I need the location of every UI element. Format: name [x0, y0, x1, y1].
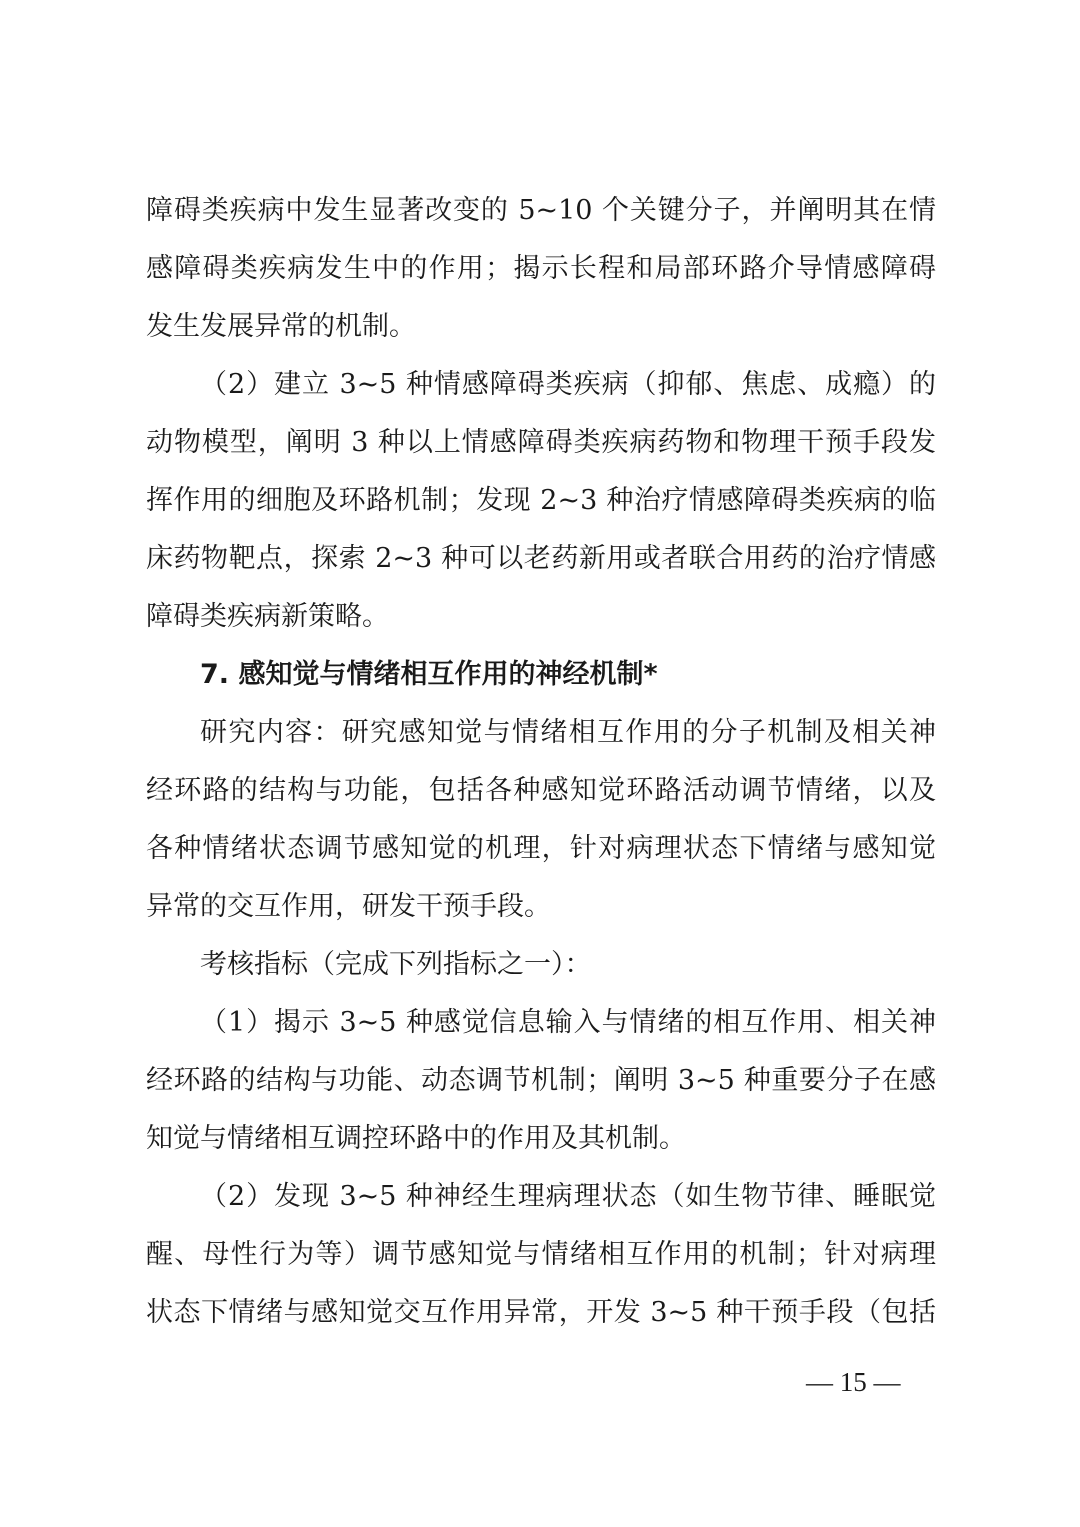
paragraph-line: 醒、母性行为等）调节感知觉与情绪相互作用的机制；针对病理	[146, 1239, 936, 1270]
paragraph-line: （1）揭示 3~5 种感觉信息输入与情绪的相互作用、相关神	[200, 1007, 936, 1038]
page-number: — 15 —	[806, 1367, 901, 1397]
paragraph-line: 知觉与情绪相互调控环路中的作用及其机制。	[146, 1123, 686, 1154]
paragraph-line: 动物模型，阐明 3 种以上情感障碍类疾病药物和物理干预手段发	[146, 427, 936, 458]
paragraph-line: 障碍类疾病新策略。	[146, 601, 389, 632]
paragraph-line: 考核指标（完成下列指标之一）：	[200, 949, 592, 980]
paragraph-line: 经环路的结构与功能、动态调节机制；阐明 3~5 种重要分子在感	[146, 1065, 936, 1096]
section-heading: 7. 感知觉与情绪相互作用的神经机制*	[200, 659, 658, 690]
paragraph-line: 障碍类疾病中发生显著改变的 5~10 个关键分子，并阐明其在情	[146, 195, 936, 226]
paragraph-line: 经环路的结构与功能，包括各种感知觉环路活动调节情绪，以及	[146, 775, 936, 806]
paragraph-line: 挥作用的细胞及环路机制；发现 2~3 种治疗情感障碍类疾病的临	[146, 485, 936, 516]
paragraph-line: 发生发展异常的机制。	[146, 311, 416, 342]
paragraph-line: 状态下情绪与感知觉交互作用异常，开发 3~5 种干预手段（包括	[146, 1297, 936, 1328]
paragraph-line: 感障碍类疾病发生中的作用；揭示长程和局部环路介导情感障碍	[146, 253, 936, 284]
paragraph-line: 研究内容：研究感知觉与情绪相互作用的分子机制及相关神	[200, 717, 936, 748]
paragraph-line: 异常的交互作用，研发干预手段。	[146, 891, 551, 922]
paragraph-line: （2）建立 3~5 种情感障碍类疾病（抑郁、焦虑、成瘾）的	[200, 369, 936, 400]
paragraph-line: （2）发现 3~5 种神经生理病理状态（如生物节律、睡眠觉	[200, 1181, 936, 1212]
paragraph-line: 各种情绪状态调节感知觉的机理，针对病理状态下情绪与感知觉	[146, 833, 936, 864]
paragraph-line: 床药物靶点，探索 2~3 种可以老药新用或者联合用药的治疗情感	[146, 543, 936, 574]
